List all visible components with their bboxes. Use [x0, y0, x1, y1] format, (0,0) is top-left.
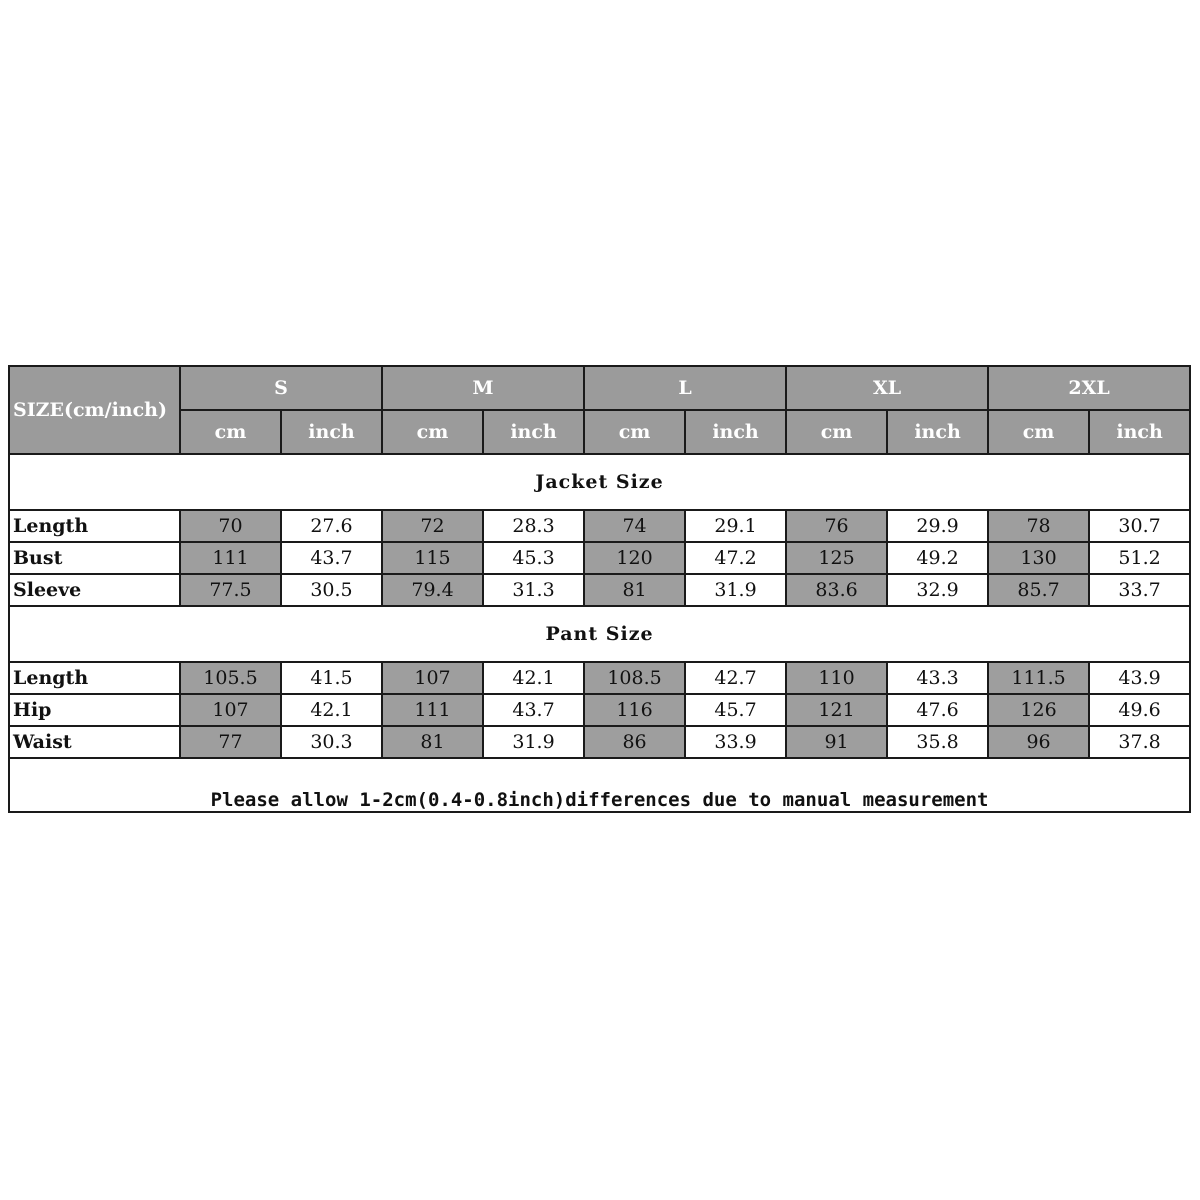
section-title-pant: Pant Size [9, 606, 1190, 662]
inch-value: 35.8 [887, 726, 988, 758]
cm-value: 70 [180, 510, 281, 542]
note-row [9, 758, 1190, 812]
inch-value: 47.2 [685, 542, 786, 574]
inch-value: 41.5 [281, 662, 382, 694]
cm-value: 91 [786, 726, 887, 758]
inch-value: 42.1 [281, 694, 382, 726]
unit-cm-header: cm [988, 410, 1089, 454]
inch-value: 37.8 [1089, 726, 1190, 758]
cm-value: 81 [584, 574, 685, 606]
cm-value: 126 [988, 694, 1089, 726]
cm-value: 107 [180, 694, 281, 726]
table-row [9, 542, 1190, 574]
table-row [9, 662, 1190, 694]
size-header-l: L [584, 366, 786, 410]
size-header-row [9, 366, 1190, 410]
cm-value: 130 [988, 542, 1089, 574]
cm-value: 81 [382, 726, 483, 758]
inch-value: 42.1 [483, 662, 584, 694]
unit-header-row [9, 410, 1190, 454]
unit-inch-header: inch [1089, 410, 1190, 454]
cm-value: 115 [382, 542, 483, 574]
unit-inch-header: inch [281, 410, 382, 454]
section-title-jacket: Jacket Size [9, 454, 1190, 510]
inch-value: 31.3 [483, 574, 584, 606]
row-label: Length [9, 662, 180, 694]
inch-value: 29.9 [887, 510, 988, 542]
table-row [9, 510, 1190, 542]
inch-value: 31.9 [685, 574, 786, 606]
cm-value: 111 [180, 542, 281, 574]
inch-value: 45.7 [685, 694, 786, 726]
cm-value: 108.5 [584, 662, 685, 694]
cm-value: 121 [786, 694, 887, 726]
inch-value: 31.9 [483, 726, 584, 758]
corner-label: SIZE(cm/inch) [9, 366, 180, 454]
cm-value: 85.7 [988, 574, 1089, 606]
cm-value: 111.5 [988, 662, 1089, 694]
inch-value: 30.3 [281, 726, 382, 758]
unit-cm-header: cm [180, 410, 281, 454]
cm-value: 120 [584, 542, 685, 574]
row-label: Length [9, 510, 180, 542]
unit-cm-header: cm [382, 410, 483, 454]
table-row [9, 574, 1190, 606]
unit-cm-header: cm [786, 410, 887, 454]
table-row [9, 694, 1190, 726]
size-header-xl: XL [786, 366, 988, 410]
cm-value: 96 [988, 726, 1089, 758]
table-row [9, 726, 1190, 758]
measurement-note-cell [9, 758, 1190, 812]
inch-value: 33.7 [1089, 574, 1190, 606]
inch-value: 43.3 [887, 662, 988, 694]
inch-value: 28.3 [483, 510, 584, 542]
row-label: Waist [9, 726, 180, 758]
inch-value: 33.9 [685, 726, 786, 758]
cm-value: 72 [382, 510, 483, 542]
cm-value: 107 [382, 662, 483, 694]
unit-cm-header: cm [584, 410, 685, 454]
unit-inch-header: inch [483, 410, 584, 454]
inch-value: 45.3 [483, 542, 584, 574]
inch-value: 27.6 [281, 510, 382, 542]
cm-value: 116 [584, 694, 685, 726]
cm-value: 111 [382, 694, 483, 726]
inch-value: 49.2 [887, 542, 988, 574]
inch-value: 47.6 [887, 694, 988, 726]
cm-value: 77 [180, 726, 281, 758]
cm-value: 79.4 [382, 574, 483, 606]
unit-inch-header: inch [685, 410, 786, 454]
cm-value: 110 [786, 662, 887, 694]
inch-value: 43.7 [483, 694, 584, 726]
row-label: Bust [9, 542, 180, 574]
cm-value: 125 [786, 542, 887, 574]
inch-value: 30.7 [1089, 510, 1190, 542]
inch-value: 30.5 [281, 574, 382, 606]
cm-value: 83.6 [786, 574, 887, 606]
size-header-m: M [382, 366, 584, 410]
cm-value: 77.5 [180, 574, 281, 606]
size-header-2xl: 2XL [988, 366, 1190, 410]
inch-value: 51.2 [1089, 542, 1190, 574]
size-chart-table [8, 365, 1191, 813]
section-title-row [9, 606, 1190, 662]
inch-value: 29.1 [685, 510, 786, 542]
cm-value: 105.5 [180, 662, 281, 694]
section-title-row [9, 454, 1190, 510]
inch-value: 43.9 [1089, 662, 1190, 694]
inch-value: 43.7 [281, 542, 382, 574]
unit-inch-header: inch [887, 410, 988, 454]
row-label: Sleeve [9, 574, 180, 606]
row-label: Hip [9, 694, 180, 726]
measurement-note: Please allow 1-2cm(0.4-0.8inch)differences due to manual measurement [210, 789, 989, 811]
cm-value: 78 [988, 510, 1089, 542]
inch-value: 42.7 [685, 662, 786, 694]
inch-value: 32.9 [887, 574, 988, 606]
cm-value: 86 [584, 726, 685, 758]
size-header-s: S [180, 366, 382, 410]
cm-value: 76 [786, 510, 887, 542]
cm-value: 74 [584, 510, 685, 542]
inch-value: 49.6 [1089, 694, 1190, 726]
